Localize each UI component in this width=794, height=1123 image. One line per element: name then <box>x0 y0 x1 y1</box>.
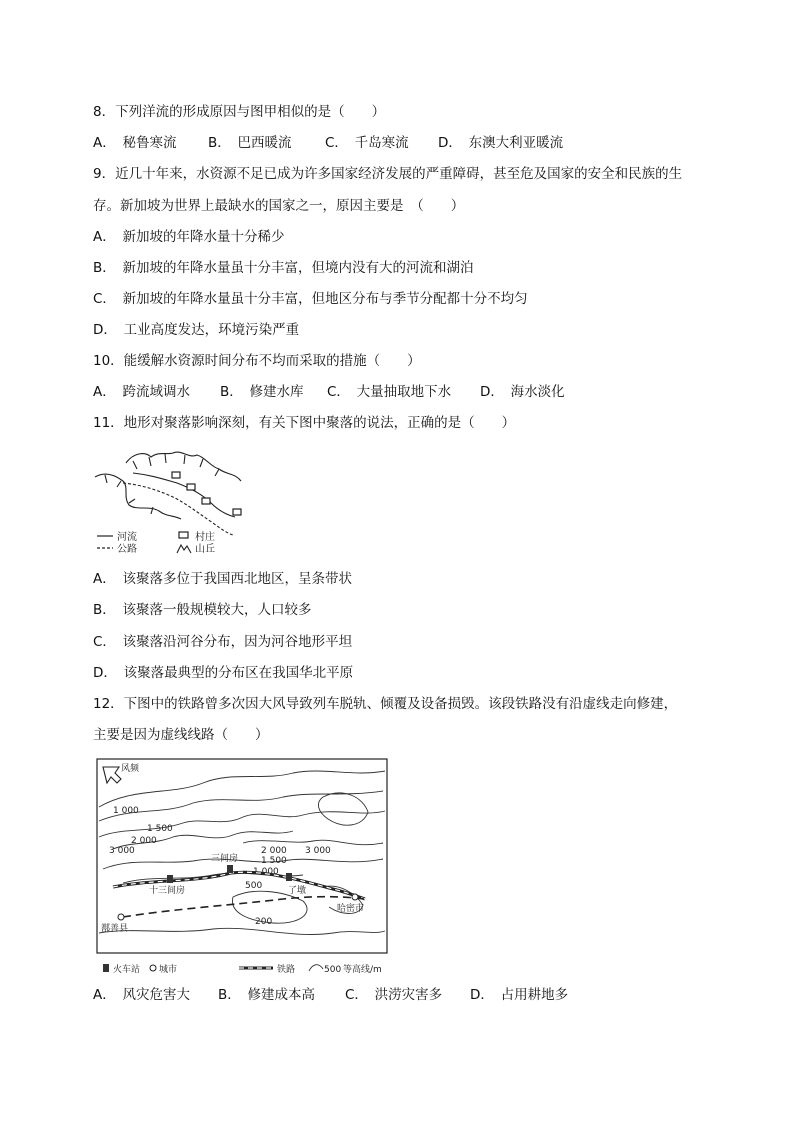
village-marker <box>202 498 210 504</box>
q12-option-b: B． 修建成本高 <box>218 987 316 1003</box>
q11-stem: 11．地形对聚落影响深刻，有关下图中聚落的说法，正确的是（ ） <box>93 415 516 431</box>
q11-option-c: C． 该聚落沿河谷分布，因为河谷地形平坦 <box>93 634 353 650</box>
q10-option-c: C． 大量抽取地下水 <box>327 384 452 400</box>
q9-option-d: D． 工业高度发达，环境污染严重 <box>93 322 300 338</box>
label-city: 哈密市 <box>337 904 365 914</box>
q12-railway-map <box>93 757 393 980</box>
label-contour: 1 500 <box>147 824 173 834</box>
city-icon <box>118 914 124 920</box>
q10-option-b: B． 修建水库 <box>220 384 304 400</box>
label-contour: 3 000 <box>109 846 135 856</box>
q9-stem-line1: 9．近几十年来，水资源不足已成为许多国家经济发展的严重障碍，甚至危及国家的安全和民族的生 <box>93 166 683 182</box>
village-marker <box>172 472 180 478</box>
q12-stem-line2: 主要是因为虚线线路（ ） <box>93 727 269 743</box>
q8-option-a: A． 秘鲁寒流 <box>93 135 177 151</box>
q9-option-b: B． 新加坡的年降水量虽十分丰富，但境内没有大的河流和湖泊 <box>93 260 474 276</box>
label-city: 鄯善县 <box>101 924 129 934</box>
village-marker <box>233 509 241 515</box>
label-station: 了墩 <box>288 886 307 896</box>
q9-option-a: A． 新加坡的年降水量十分稀少 <box>93 229 285 245</box>
q11-option-d: D． 该聚落最典型的分布区在我国华北平原 <box>93 665 354 681</box>
q8-option-d: D． 东澳大利亚暖流 <box>438 135 564 151</box>
station-icon <box>286 873 292 881</box>
station-icon <box>167 875 173 883</box>
q9-option-c: C． 新加坡的年降水量虽十分丰富，但地区分布与季节分配都十分不均匀 <box>93 291 528 307</box>
label-contour: 1 500 <box>261 856 287 866</box>
village-marker <box>187 484 195 490</box>
label-contour: 3 000 <box>305 846 331 856</box>
q10-option-d: D． 海水淡化 <box>480 384 565 400</box>
q12-option-a: A． 风灾危害大 <box>93 987 190 1003</box>
legend-river: 河流 <box>117 532 137 543</box>
legend-contour-label: 等高线/m <box>343 965 382 975</box>
legend-railway: 铁路 <box>277 965 296 975</box>
label-contour: 2 000 <box>261 846 287 856</box>
q12-stem-line1: 12．下图中的铁路曾多次因大风导致列车脱轨、倾覆及设备损毁。该段铁路没有沿虚线走向修建， <box>93 696 678 712</box>
legend-village: 村庄 <box>195 532 215 543</box>
legend-contour-value: 500 <box>324 965 342 975</box>
label-wind: 风频 <box>121 764 140 774</box>
legend-road: 公路 <box>117 544 137 555</box>
q8-option-b: B． 巴西暖流 <box>208 135 292 151</box>
legend-city: 城市 <box>159 965 178 975</box>
q11-option-b: B． 该聚落一般规模较大，人口较多 <box>93 602 312 618</box>
q10-stem: 10．能缓解水资源时间分布不均而采取的措施（ ） <box>93 353 421 369</box>
city-icon <box>352 894 358 900</box>
q8-option-c: C． 千岛寒流 <box>325 135 409 151</box>
legend-station: 火车站 <box>113 965 141 975</box>
q11-settlement-figure <box>93 445 253 560</box>
q11-option-a: A． 该聚落多位于我国西北地区，呈条带状 <box>93 571 352 587</box>
label-station: 十三间房 <box>149 886 186 896</box>
q12-option-c: C． 洪涝灾害多 <box>345 987 443 1003</box>
label-contour: 1 000 <box>253 867 279 877</box>
station-icon <box>227 865 233 873</box>
q12-option-d: D． 占用耕地多 <box>470 987 569 1003</box>
label-station: 三间房 <box>211 854 239 864</box>
label-contour: 500 <box>245 881 263 891</box>
q8-stem: 8．下列洋流的形成原因与图甲相似的是（ ） <box>93 104 386 120</box>
label-contour: 200 <box>255 917 273 927</box>
q9-stem-line2: 存。新加坡为世界上最缺水的国家之一，原因主要是 （ ） <box>93 198 465 214</box>
label-contour: 2 000 <box>131 836 157 846</box>
q10-option-a: A． 跨流域调水 <box>93 384 190 400</box>
legend-hill: 山丘 <box>195 544 215 555</box>
label-contour: 1 000 <box>113 806 139 816</box>
